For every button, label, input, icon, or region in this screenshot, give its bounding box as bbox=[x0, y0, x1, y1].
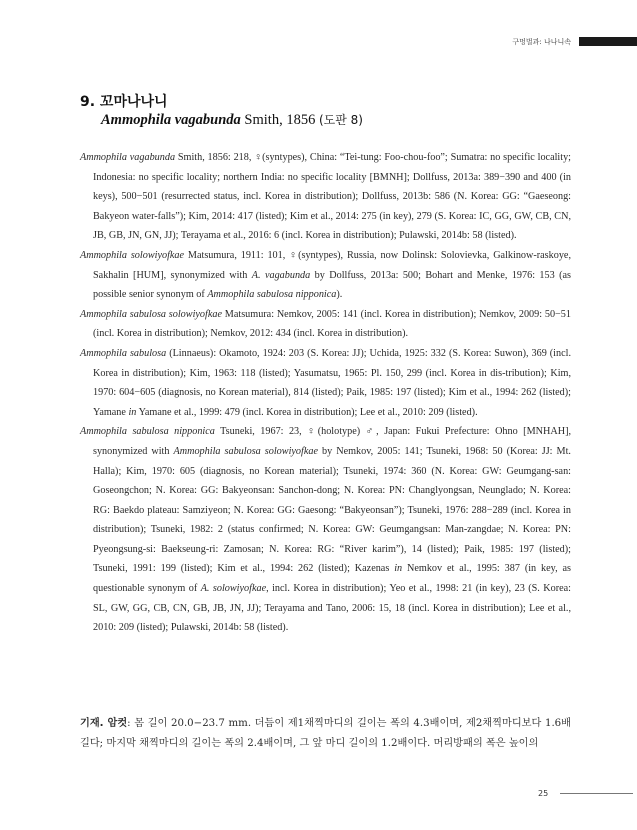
synonymy-list bbox=[80, 148, 571, 638]
description-text: : 몸 길이 20.0−23.7 mm. 더듬이 제1채찍마디의 길이는 폭의 4.3배이며, 제2채찍마디보다 1.6배 길다; 마지막 채찍마디의 길이는 폭의 2.4배이며, 그 앞 마디 길이의 1.2배이다. 머리방패의 폭은 높이의 bbox=[80, 718, 572, 750]
synonym-text: by Dollfuss, 2013a: 500; Bohart and Menke, 1976: 153 (as possible senior synonym of bbox=[93, 269, 571, 301]
synonym-text: Nemkov et al., 1995: 387 (in key, as questionable synonym of bbox=[93, 563, 571, 595]
synonymy-entry bbox=[80, 246, 571, 305]
synonym-text: ). bbox=[336, 289, 343, 301]
synonym-italic: A. solowiyofkae bbox=[200, 583, 267, 595]
running-head bbox=[512, 37, 637, 46]
species-scientific-name: Ammophila vagabunda bbox=[101, 112, 241, 128]
synonym-italic: in bbox=[128, 406, 137, 418]
synonym-italic: Ammophila sabulosa nipponica bbox=[207, 289, 337, 301]
synonymy-entry bbox=[80, 344, 571, 422]
page-number: 25 bbox=[538, 789, 549, 798]
synonym-text: (Linnaeus): Okamoto, 1924: 203 (S. Korea: JJ); Uchida, 1925: 332 (S. Korea: Suwon), 369 (incl. Korea in distribution); Kim, 1963: 118 (listed); Yasumatsu, 1965: Pl. 150, 299 (incl. Korea in dis-tribution); Kim, 1970: 604−605 (diagnosis, no Korean material), 814 (listed); Paik, 1985: 197 (listed); Kim et al., 1994: 262 (listed); Yamane bbox=[93, 347, 571, 418]
synonym-taxon: Ammophila vagabunda bbox=[80, 152, 176, 163]
page-footer bbox=[538, 789, 633, 798]
synonymy-entry bbox=[80, 422, 571, 638]
synonym-italic: Ammophila sabulosa solowiyofkae bbox=[173, 445, 318, 457]
running-head-bar bbox=[579, 37, 637, 46]
description-label: 기재. 암컷 bbox=[80, 718, 128, 730]
species-heading bbox=[101, 111, 363, 129]
species-plate-ref: (도판 8) bbox=[318, 113, 363, 127]
synonym-taxon: Ammophila sabulosa nipponica bbox=[80, 426, 215, 438]
synonym-italic: in bbox=[394, 563, 403, 575]
synonym-text: , incl. Korea in distribution); Yeo et al., 1998: 21 (in key), 23 (S. Korea: SL, GW, GG, CB, CN, GB, JB, JN, JJ); Terayama and Tano, 2006: 15, 18 (incl. Korea in distribution); Lee et al., 2010: 209 (listed); Pulawski, 2014b: 58 (listed). bbox=[93, 583, 572, 634]
synonym-text: Yamane et al., 1999: 479 (incl. Korea in distribution); Lee et al., 2010: 209 (listed). bbox=[136, 406, 478, 418]
synonym-taxon: Ammophila solowiyofkae bbox=[80, 249, 185, 261]
running-head-text: 구멍벌과: 나나니속 bbox=[512, 37, 571, 46]
synonym-text: Tsuneki, 1967: 23, ♀(holotype) ♂, Japan: Fukui Prefecture: Ohno [MNHAH], synonymized with bbox=[93, 426, 572, 457]
synonym-text: Smith, 1856: 218, ♀(syntypes), China: “Tei-tung: Foo-chou-foo”; Sumatra: no specific locality; Indonesia: no specific locality; northern India: no specific locality [BMNH]; Dollfuss, 2013a: 389−390 and 400 (in keys), 500−501 (resurrected status, incl. Korea in distribution); Dollfuss, 2013b: 586 (N. Korea: GG: “Gaeseong: Bakyeon water-falls”); Kim, 2014: 417 (listed); Kim et al., 2014: 275 (in key), 279 (S. Korea: IC, GG, GW, CB, CN, JB, GB, JN, GN, JJ); Terayama et al., 2016: 6 (incl. Korea in distribution); Pulawski, 2014b: 58 (listed). bbox=[93, 152, 572, 242]
footer-rule bbox=[560, 793, 633, 794]
species-author-year: Smith, 1856 bbox=[240, 112, 319, 128]
synonym-text: Matsumura: Nemkov, 2005: 141 (incl. Korea in distribution); Nemkov, 2009: 50−51 (incl. Korea in distribution); Nemkov, 2012: 434 (incl. Korea in distribution). bbox=[93, 308, 571, 340]
synonymy-entry bbox=[80, 305, 571, 344]
synonym-italic: A. vagabunda bbox=[251, 269, 311, 281]
synonymy-entry bbox=[80, 148, 571, 246]
description-paragraph bbox=[80, 714, 571, 754]
synonym-taxon: Ammophila sabulosa solowiyofkae bbox=[80, 308, 222, 320]
synonym-text: Matsumura, 1911: 101, ♀(syntypes), Russia, now Dolinsk: Solovievka, Galkinow-raskoye, Sakhalin [HUM], synonymized with bbox=[93, 249, 571, 281]
synonym-taxon: Ammophila sabulosa bbox=[80, 347, 167, 359]
synonym-text: by Nemkov, 2005: 141; Tsuneki, 1968: 50 (Korea: JJ: Mt. Halla); Kim, 1970: 605 (diagnosis, no Korean material); Tsuneki, 1974: 360 (N. Korea: GW: Geumgang-san: Goseongchon; N. Korea: GG: Bakyeonsan: Sanchon-dong; N. Korea: PN: Changlyongsan, Neunglado; N. Korea: RG: Baekdo plateau: Samziyeon; N. Korea: GG: Gaesong: “Bakyeonsan”); Tsuneki, 1976: 288−289 (incl. Korea in distribution); Tsuneki, 1982: 2 (status confirmed; N. Korea: GW: Geumgangsan: Man-zangdae; N. Korea: PN: Pyeongsung-si: Baekseung-ri: Zamosan; N. Korea: RG: “River karim”), 14 (listed); Paik, 1985: 197 (listed); Tsuneki, 1991: 199 (listed); Kim et al., 1994: 262 (listed); Kazenas bbox=[93, 445, 571, 575]
section-title: 9. 꼬마나나니 bbox=[80, 94, 168, 110]
